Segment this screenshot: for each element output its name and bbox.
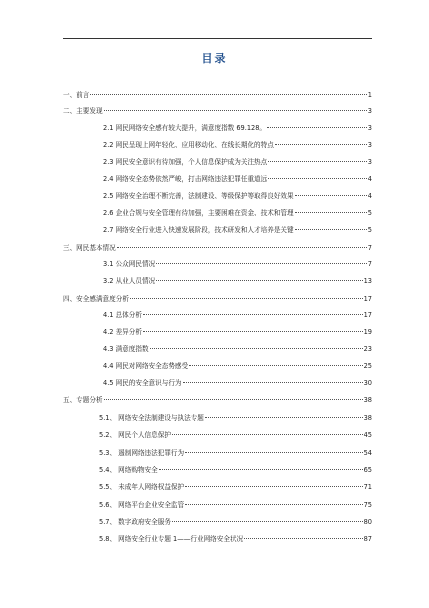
toc-entry[interactable] xyxy=(99,498,372,509)
toc-entry[interactable] xyxy=(103,376,372,387)
toc-leader-dots xyxy=(156,272,362,281)
toc-leader-dots xyxy=(268,153,367,162)
toc-entry-page: 54 xyxy=(363,449,372,457)
toc-entry-label: 2.7 网络安全行业进入快速发展阶段，技术研发和人才培养是关键 xyxy=(103,226,294,234)
toc-entry-label: 2.6 企业合规与安全管理有待加强，主要困难在资金、技术和管理 xyxy=(103,209,294,217)
toc-entry[interactable] xyxy=(103,342,372,353)
toc-entry[interactable] xyxy=(103,138,372,149)
toc-entry[interactable] xyxy=(103,274,372,285)
toc-entry-label: 2.1 网民网络安全感有较大提升，满意度指数 69.128。 xyxy=(103,124,267,132)
toc-entry-page: 7 xyxy=(367,244,372,252)
toc-entry-page: 45 xyxy=(363,431,372,439)
toc-leader-dots xyxy=(117,239,367,248)
toc-entry-label: 三、网民基本情况 xyxy=(63,244,116,252)
toc-entry-label: 4.3 满意度指数 xyxy=(103,345,149,353)
toc-entry-page: 17 xyxy=(363,311,372,319)
toc-entry-page: 5 xyxy=(367,226,372,234)
toc-entry-page: 3 xyxy=(367,141,372,149)
toc-leader-dots xyxy=(267,119,367,128)
toc-entry-label: 5.1、 网络安全法制建设与执法专题 xyxy=(99,414,204,422)
toc-entry-page: 4 xyxy=(367,192,372,200)
toc-entry-label: 4.1 总体分析 xyxy=(103,311,142,319)
toc-entry-page: 7 xyxy=(367,260,372,268)
toc-entry-page: 5 xyxy=(367,209,372,217)
toc-entry[interactable] xyxy=(103,189,372,200)
toc-entry[interactable] xyxy=(99,463,372,474)
toc-entry[interactable] xyxy=(63,241,372,252)
toc-leader-dots xyxy=(189,357,362,366)
toc-entry-label: 5.8、 网络安全行业专题 1——行业网络安全状况 xyxy=(99,535,244,543)
toc-entry-page: 25 xyxy=(363,362,372,370)
toc-leader-dots xyxy=(295,221,367,230)
toc-leader-dots xyxy=(268,170,367,179)
toc-leader-dots xyxy=(90,86,366,95)
toc-entry-page: 17 xyxy=(363,295,372,303)
toc-entry-page: 38 xyxy=(363,414,372,422)
toc-entry-page: 23 xyxy=(363,345,372,353)
toc-leader-dots xyxy=(156,255,367,264)
toc-leader-dots xyxy=(150,340,363,349)
toc-entry-page: 19 xyxy=(363,328,372,336)
toc-entry[interactable] xyxy=(99,428,372,439)
toc-leader-dots xyxy=(275,136,367,145)
toc-entry[interactable] xyxy=(63,393,372,404)
toc-entry[interactable] xyxy=(103,308,372,319)
toc-leader-dots xyxy=(185,444,362,453)
toc-entry[interactable] xyxy=(99,446,372,457)
toc-leader-dots xyxy=(244,530,362,539)
toc-entry-page: 30 xyxy=(363,379,372,387)
toc-entry[interactable] xyxy=(63,104,372,115)
toc-entry-page: 13 xyxy=(363,277,372,285)
toc-entry-page: 3 xyxy=(367,124,372,132)
page-title: 目录 xyxy=(201,52,228,65)
toc-entry-page: 80 xyxy=(363,518,372,526)
toc-leader-dots xyxy=(143,306,363,315)
toc-entry[interactable] xyxy=(103,206,372,217)
toc-entry-label: 5.7、 数字政府安全服务 xyxy=(99,518,171,526)
toc-entry-page: 71 xyxy=(363,483,372,491)
toc-entry-label: 3.2 从业人员情况 xyxy=(103,277,156,285)
toc-entry-label: 2.2 网民呈现上网年轻化、应用移动化、在线长期化的特点 xyxy=(103,141,274,149)
toc-entry-label: 5.3、 遏制网络违法犯罪行为 xyxy=(99,449,185,457)
toc-entry[interactable] xyxy=(103,257,372,268)
toc-entry[interactable] xyxy=(103,325,372,336)
toc-entry-label: 2.3 网民安全意识有待加强，个人信息保护成为关注热点 xyxy=(103,158,268,166)
toc-entry-label: 五、专题分析 xyxy=(63,396,103,404)
toc-entry-label: 5.6、 网络平台企业安全监管 xyxy=(99,501,185,509)
toc-leader-dots xyxy=(143,323,363,332)
toc-entry-label: 4.5 网民的安全意识与行为 xyxy=(103,379,182,387)
toc-entry-label: 一、前言 xyxy=(63,91,90,99)
toc-entry-label: 5.2、 网民个人信息保护 xyxy=(99,431,171,439)
toc-leader-dots xyxy=(159,461,363,470)
toc-entry-label: 2.4 网络安全态势依然严峻，打击网络违法犯罪任重道远 xyxy=(103,175,268,183)
toc-entry-label: 四、安全感满意度分析 xyxy=(63,295,129,303)
toc-entry-label: 2.5 网络安全治理不断完善，法制建设、等级保护等取得良好效果 xyxy=(103,192,294,200)
toc-entry-page: 38 xyxy=(363,396,372,404)
toc-entry-page: 1 xyxy=(367,91,372,99)
toc-leader-dots xyxy=(172,426,363,435)
toc-leader-dots xyxy=(130,290,363,299)
toc-leader-dots xyxy=(295,204,367,213)
toc-leader-dots xyxy=(183,374,363,383)
toc-entry[interactable] xyxy=(103,172,372,183)
toc-entry[interactable] xyxy=(103,155,372,166)
toc-entry[interactable] xyxy=(63,88,372,99)
toc-entry[interactable] xyxy=(103,121,372,132)
toc-leader-dots xyxy=(295,187,367,196)
toc-entry[interactable] xyxy=(103,223,372,234)
toc-leader-dots xyxy=(104,102,367,111)
toc-leader-dots xyxy=(205,409,363,418)
toc-entry-page: 65 xyxy=(363,466,372,474)
toc-entry[interactable] xyxy=(99,515,372,526)
toc-leader-dots xyxy=(104,391,363,400)
toc-entry-label: 4.2 差异分析 xyxy=(103,328,142,336)
toc-entry-page: 4 xyxy=(367,175,372,183)
toc-entry-page: 75 xyxy=(363,501,372,509)
toc-entry[interactable] xyxy=(99,480,372,491)
toc-entry[interactable] xyxy=(99,532,372,543)
toc-leader-dots xyxy=(185,496,362,505)
toc-entry[interactable] xyxy=(103,359,372,370)
toc-entry-page: 3 xyxy=(367,107,372,115)
toc-entry-page: 87 xyxy=(363,535,372,543)
toc-entry-label: 4.4 网民对网络安全态势感受 xyxy=(103,362,189,370)
toc-leader-dots xyxy=(172,513,363,522)
toc-entry[interactable] xyxy=(63,292,372,303)
toc-entry-label: 5.5、 未成年人网络权益保护 xyxy=(99,483,185,491)
toc-entry-label: 3.1 公众网民情况 xyxy=(103,260,156,268)
toc-leader-dots xyxy=(185,478,362,487)
toc-entry-page: 3 xyxy=(367,158,372,166)
toc-entry[interactable] xyxy=(99,411,372,422)
toc-entry-label: 二、主要发现 xyxy=(63,107,103,115)
toc-entry-label: 5.4、 网络购物安全 xyxy=(99,466,158,474)
